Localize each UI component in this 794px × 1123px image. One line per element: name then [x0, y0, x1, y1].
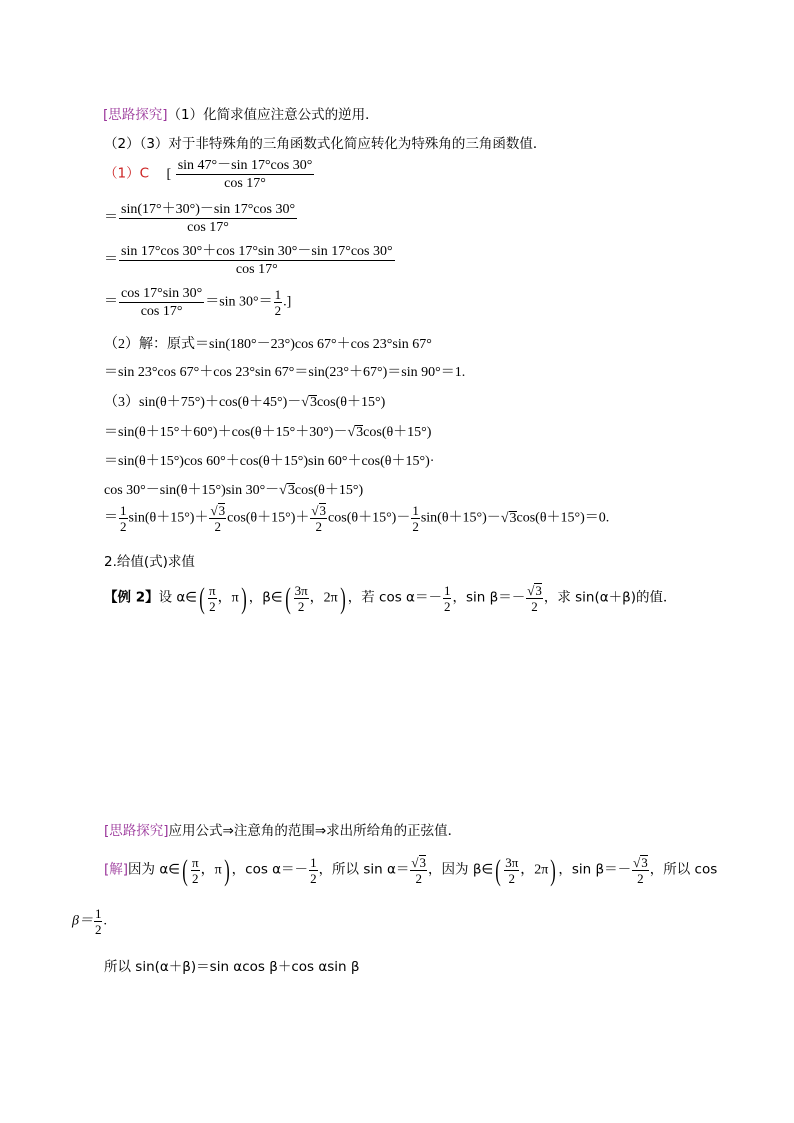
sol3-line-5 — [104, 503, 609, 534]
frac-num: π — [209, 583, 216, 598]
term-3: cos(θ＋15°)－ — [328, 510, 411, 526]
frac-num: √3 — [411, 855, 427, 870]
tail-text: ＝sin 30°＝ — [205, 294, 273, 310]
half-den: 2 — [274, 303, 282, 318]
fraction-3 — [119, 243, 395, 278]
example-t1: 设 α∈ — [158, 589, 198, 606]
term-4: sin(θ＋15°)－ — [420, 510, 501, 526]
bracket-open: [ — [166, 166, 172, 182]
frac-den: 2 — [531, 599, 538, 614]
frac-num: 1 — [443, 583, 451, 598]
frac-1-2 — [94, 906, 103, 937]
section-title: 2.给值(式)求值 — [104, 554, 195, 570]
fraction-3-num: sin 17°cos 30°＋cos 17°sin 30°－sin 17°cos 30° — [121, 244, 393, 259]
fraction-3-den: cos 17° — [235, 262, 278, 277]
explore-tag: [思路探究] — [103, 107, 168, 123]
sol3-l2-text: ＝sin(θ＋15°＋60°)＋cos(θ＋15°＋30°)－ — [104, 425, 348, 440]
answer-label: （1）C — [104, 165, 150, 182]
sol2-line-1: （2）解：原式＝sin(180°－23°)cos 67°＋cos 23°sin 67° — [104, 337, 432, 352]
frac-sqrt3-2 — [410, 855, 427, 886]
paren-close: ) — [550, 853, 557, 887]
frac-1-2 — [443, 583, 452, 614]
frac-num: √3 — [527, 583, 542, 598]
sqrt-3: √3 — [500, 510, 517, 526]
frac-den: 2 — [120, 519, 127, 534]
frac-sqrt3-half — [209, 503, 226, 534]
frac-den: 2 — [508, 871, 515, 886]
frac-1-2 — [309, 855, 318, 886]
sol1-line-4 — [104, 285, 291, 320]
sqrt-radicand: 3 — [356, 425, 364, 440]
frac-3pi-2 — [294, 583, 309, 614]
frac-num: 3π — [294, 583, 308, 598]
fraction-4-den: cos 17° — [140, 304, 183, 319]
frac-den: 2 — [214, 519, 222, 534]
sol3-l1-text: （3）sin(θ＋75°)＋cos(θ＋45°)－ — [104, 395, 302, 410]
paren-open: ( — [495, 853, 501, 887]
frac-num: √3 — [311, 503, 327, 518]
equals: ＝ — [104, 510, 118, 526]
sol3-line-2 — [104, 424, 431, 442]
term-1: sin(θ＋15°)＋ — [128, 510, 209, 526]
paren-close: ) — [240, 581, 247, 615]
interval-end: ，π — [217, 590, 239, 606]
interval-end: ，2π — [309, 590, 338, 606]
beta-eq: β＝ — [72, 913, 93, 929]
frac-num: √3 — [633, 855, 648, 870]
frac-den: 2 — [412, 519, 419, 534]
sqrt-radicand: 3 — [509, 510, 517, 526]
interval-end: ，2π — [520, 862, 549, 878]
paren-open: ( — [182, 853, 188, 887]
half-fraction — [274, 287, 283, 318]
solution-tag: [解] — [104, 861, 129, 878]
sqrt-radicand: 3 — [419, 855, 427, 870]
sol3-line-1 — [104, 394, 385, 412]
frac-num: 1 — [94, 906, 102, 921]
fraction-2-den: cos 17° — [187, 220, 229, 235]
fraction-1-den: cos 17° — [224, 176, 266, 191]
sqrt-radicand: 3 — [309, 395, 317, 410]
term-2: cos(θ＋15°)＋ — [227, 510, 310, 526]
sqrt-3: √3 — [301, 395, 317, 410]
example-tag: 【例 2】 — [104, 589, 159, 606]
sqrt-3: √3 — [347, 425, 364, 440]
frac-num: π — [192, 855, 199, 870]
explore2-line — [104, 822, 461, 840]
paren-open: ( — [199, 581, 205, 615]
paren-open: ( — [284, 581, 291, 615]
frac-pi-2 — [208, 583, 217, 614]
sol3-l2-tail: cos(θ＋15°) — [363, 425, 432, 440]
example-t3: ，若 cos α＝－ — [347, 589, 442, 606]
fraction-2-num: sin(17°＋30°)－sin 17°cos 30° — [121, 202, 296, 217]
example-t2: ，β∈ — [248, 589, 283, 606]
paren-close: ) — [340, 581, 346, 615]
sol1-line-1 — [104, 157, 315, 192]
paren-close: ) — [223, 853, 230, 887]
equals: ＝ — [104, 210, 118, 226]
sqrt-radicand: 3 — [319, 503, 327, 518]
sqrt-3: √3 — [279, 483, 295, 498]
fraction-1-num: sin 47°－sin 17°cos 30° — [177, 158, 313, 173]
frac-num: 1 — [120, 503, 127, 518]
sol3-l1-tail: cos(θ＋15°) — [316, 395, 386, 410]
explore-text: （1）化简求值应注意公式的逆用． — [167, 107, 379, 123]
sqrt-radicand: 3 — [287, 483, 295, 498]
sol1-line-3 — [104, 243, 396, 278]
fraction-4-num: cos 17°sin 30° — [121, 286, 203, 301]
solution-t1: 因为 α∈ — [128, 861, 180, 878]
solution-line-3: 所以 sin(α＋β)＝sin αcos β＋cos αsin β — [104, 959, 360, 975]
frac-pi-2 — [191, 855, 200, 886]
solution-t5: ，sin β＝－ — [558, 861, 632, 878]
solution-line-2 — [72, 906, 107, 937]
explore-line-1 — [103, 106, 379, 124]
frac-one-half — [119, 503, 128, 534]
frac-num: 1 — [310, 855, 317, 870]
period: . — [103, 913, 107, 929]
sol3-line-3: ＝sin(θ＋15°)cos 60°＋cos(θ＋15°)sin 60°＋cos(θ＋15°)· — [104, 454, 435, 469]
solution-t3: ，所以 sin α＝ — [318, 861, 410, 878]
example-2-line — [104, 583, 677, 614]
interval-end: ，π — [200, 862, 222, 878]
frac-den: 2 — [443, 599, 451, 614]
solution-t4: ，因为 β∈ — [428, 861, 494, 878]
frac-sqrt3-half — [310, 503, 327, 534]
half-num: 1 — [274, 287, 282, 302]
equals: ＝ — [104, 252, 118, 268]
example-t5: ，求 sin(α＋β)的值． — [543, 589, 677, 606]
frac-one-half — [411, 503, 420, 534]
frac-den: 2 — [315, 519, 322, 534]
sol2-line-2: ＝sin 23°cos 67°＋cos 23°sin 67°＝sin(23°＋67°)＝sin 90°＝1. — [104, 365, 466, 380]
fraction-2 — [119, 201, 297, 236]
sol1-line-2 — [104, 201, 298, 236]
sqrt-radicand: 3 — [535, 583, 542, 598]
solution-t2: ，cos α＝－ — [231, 861, 309, 878]
sqrt-radicand: 3 — [218, 503, 226, 518]
frac-sqrt3-2 — [632, 855, 649, 886]
frac-3pi-2 — [504, 855, 519, 886]
frac-num: √3 — [210, 503, 226, 518]
fraction-1 — [176, 157, 315, 192]
frac-num: 3π — [505, 855, 519, 870]
equals: ＝ — [104, 294, 118, 310]
sol3-l4-text: cos 30°－sin(θ＋15°)sin 30°－ — [104, 483, 280, 498]
bracket-close: .] — [283, 294, 292, 310]
frac-num: 1 — [412, 503, 419, 518]
solution-line-1 — [104, 855, 717, 886]
fraction-4 — [119, 285, 204, 320]
sol3-l4-tail: cos(θ＋15°) — [294, 483, 364, 498]
frac-den: 2 — [94, 922, 102, 937]
explore-line-2: （2）（3）对于非特殊角的三角函数式化简应转化为特殊角的三角函数值． — [104, 136, 547, 152]
frac-den: 2 — [209, 599, 216, 614]
explore2-tag: [思路探究] — [104, 823, 169, 839]
frac-den: 2 — [310, 871, 317, 886]
frac-den: 2 — [637, 871, 644, 886]
frac-sqrt3-2 — [526, 583, 543, 614]
frac-den: 2 — [297, 599, 305, 614]
frac-den: 2 — [415, 871, 422, 886]
term-5: cos(θ＋15°)＝0. — [516, 510, 610, 526]
explore2-text: 应用公式⇒注意角的范围⇒求出所给角的正弦值． — [168, 823, 462, 839]
sol3-line-4 — [104, 482, 363, 500]
example-t4: ，sin β＝－ — [452, 589, 526, 606]
sqrt-radicand: 3 — [641, 855, 648, 870]
solution-t6: ，所以 cos — [649, 861, 718, 878]
frac-den: 2 — [192, 871, 199, 886]
